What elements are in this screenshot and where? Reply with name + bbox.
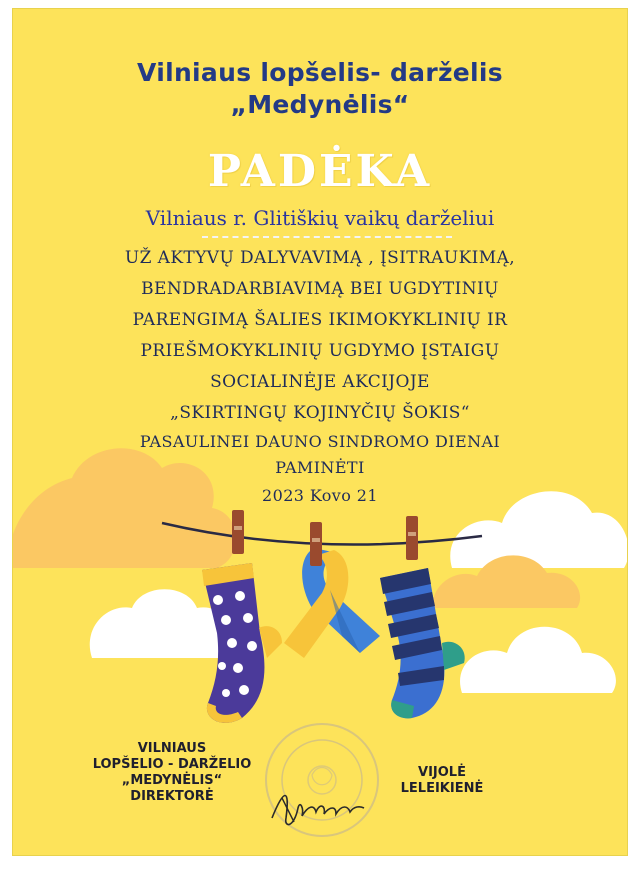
recipient-name: Vilniaus r. Glitiškių vaikų darželiui [145,206,495,230]
clothespin-icon [310,522,322,566]
body-line: PARENGIMĄ ŠALIES IKIMOKYKLINIŲ IR [132,310,508,330]
signatory-title-line: „MEDYNĖLIS“ [121,773,223,788]
signatory-title-line: DIREKTORĖ [130,789,214,804]
signatory-title [92,741,252,805]
illustration [12,418,628,748]
cloud-icon [460,627,616,693]
body-line: PASAULINEI DAUNO SINDROMO DIENAI [139,432,501,451]
awareness-ribbon-icon [284,548,380,658]
signature-icon [264,778,374,838]
recipient-underline [202,236,452,238]
signatory-name-line: LELEIKIENĖ [400,781,484,796]
clothespin-icon [406,516,418,560]
signatory-title-line: LOPŠELIO - DARŽELIO [92,757,252,772]
organization-subname: „Medynėlis“ [230,90,410,119]
cloud-icon [450,491,628,568]
cloud-icon [12,448,236,568]
certificate-sheet [12,8,628,856]
signatory-name-line: VIJOLĖ [418,765,466,780]
body-line: PRIEŠMOKYKLINIŲ UGDYMO ĮSTAIGŲ [140,341,500,361]
organization-name: Vilniaus lopšelis- darželis [137,58,503,87]
body-line: UŽ AKTYVŲ DALYVAVIMĄ , ĮSITRAUKIMĄ, [124,248,516,268]
clothespin-icon [232,510,244,554]
body-line: BENDRADARBIAVIMĄ BEI UGDYTINIŲ [141,279,499,299]
certificate-title: PADĖKA [207,146,433,197]
signatory-name [392,765,492,797]
event-date: 2023 Kovo 21 [262,486,378,505]
signatory-title-line: VILNIAUS [137,741,207,756]
body-line: PAMINĖTI [275,458,365,477]
body-line: SOCIALINĖJE AKCIJOJE [210,372,430,392]
event-name: „SKIRTINGŲ KOJINYČIŲ ŠOKIS“ [170,403,470,423]
